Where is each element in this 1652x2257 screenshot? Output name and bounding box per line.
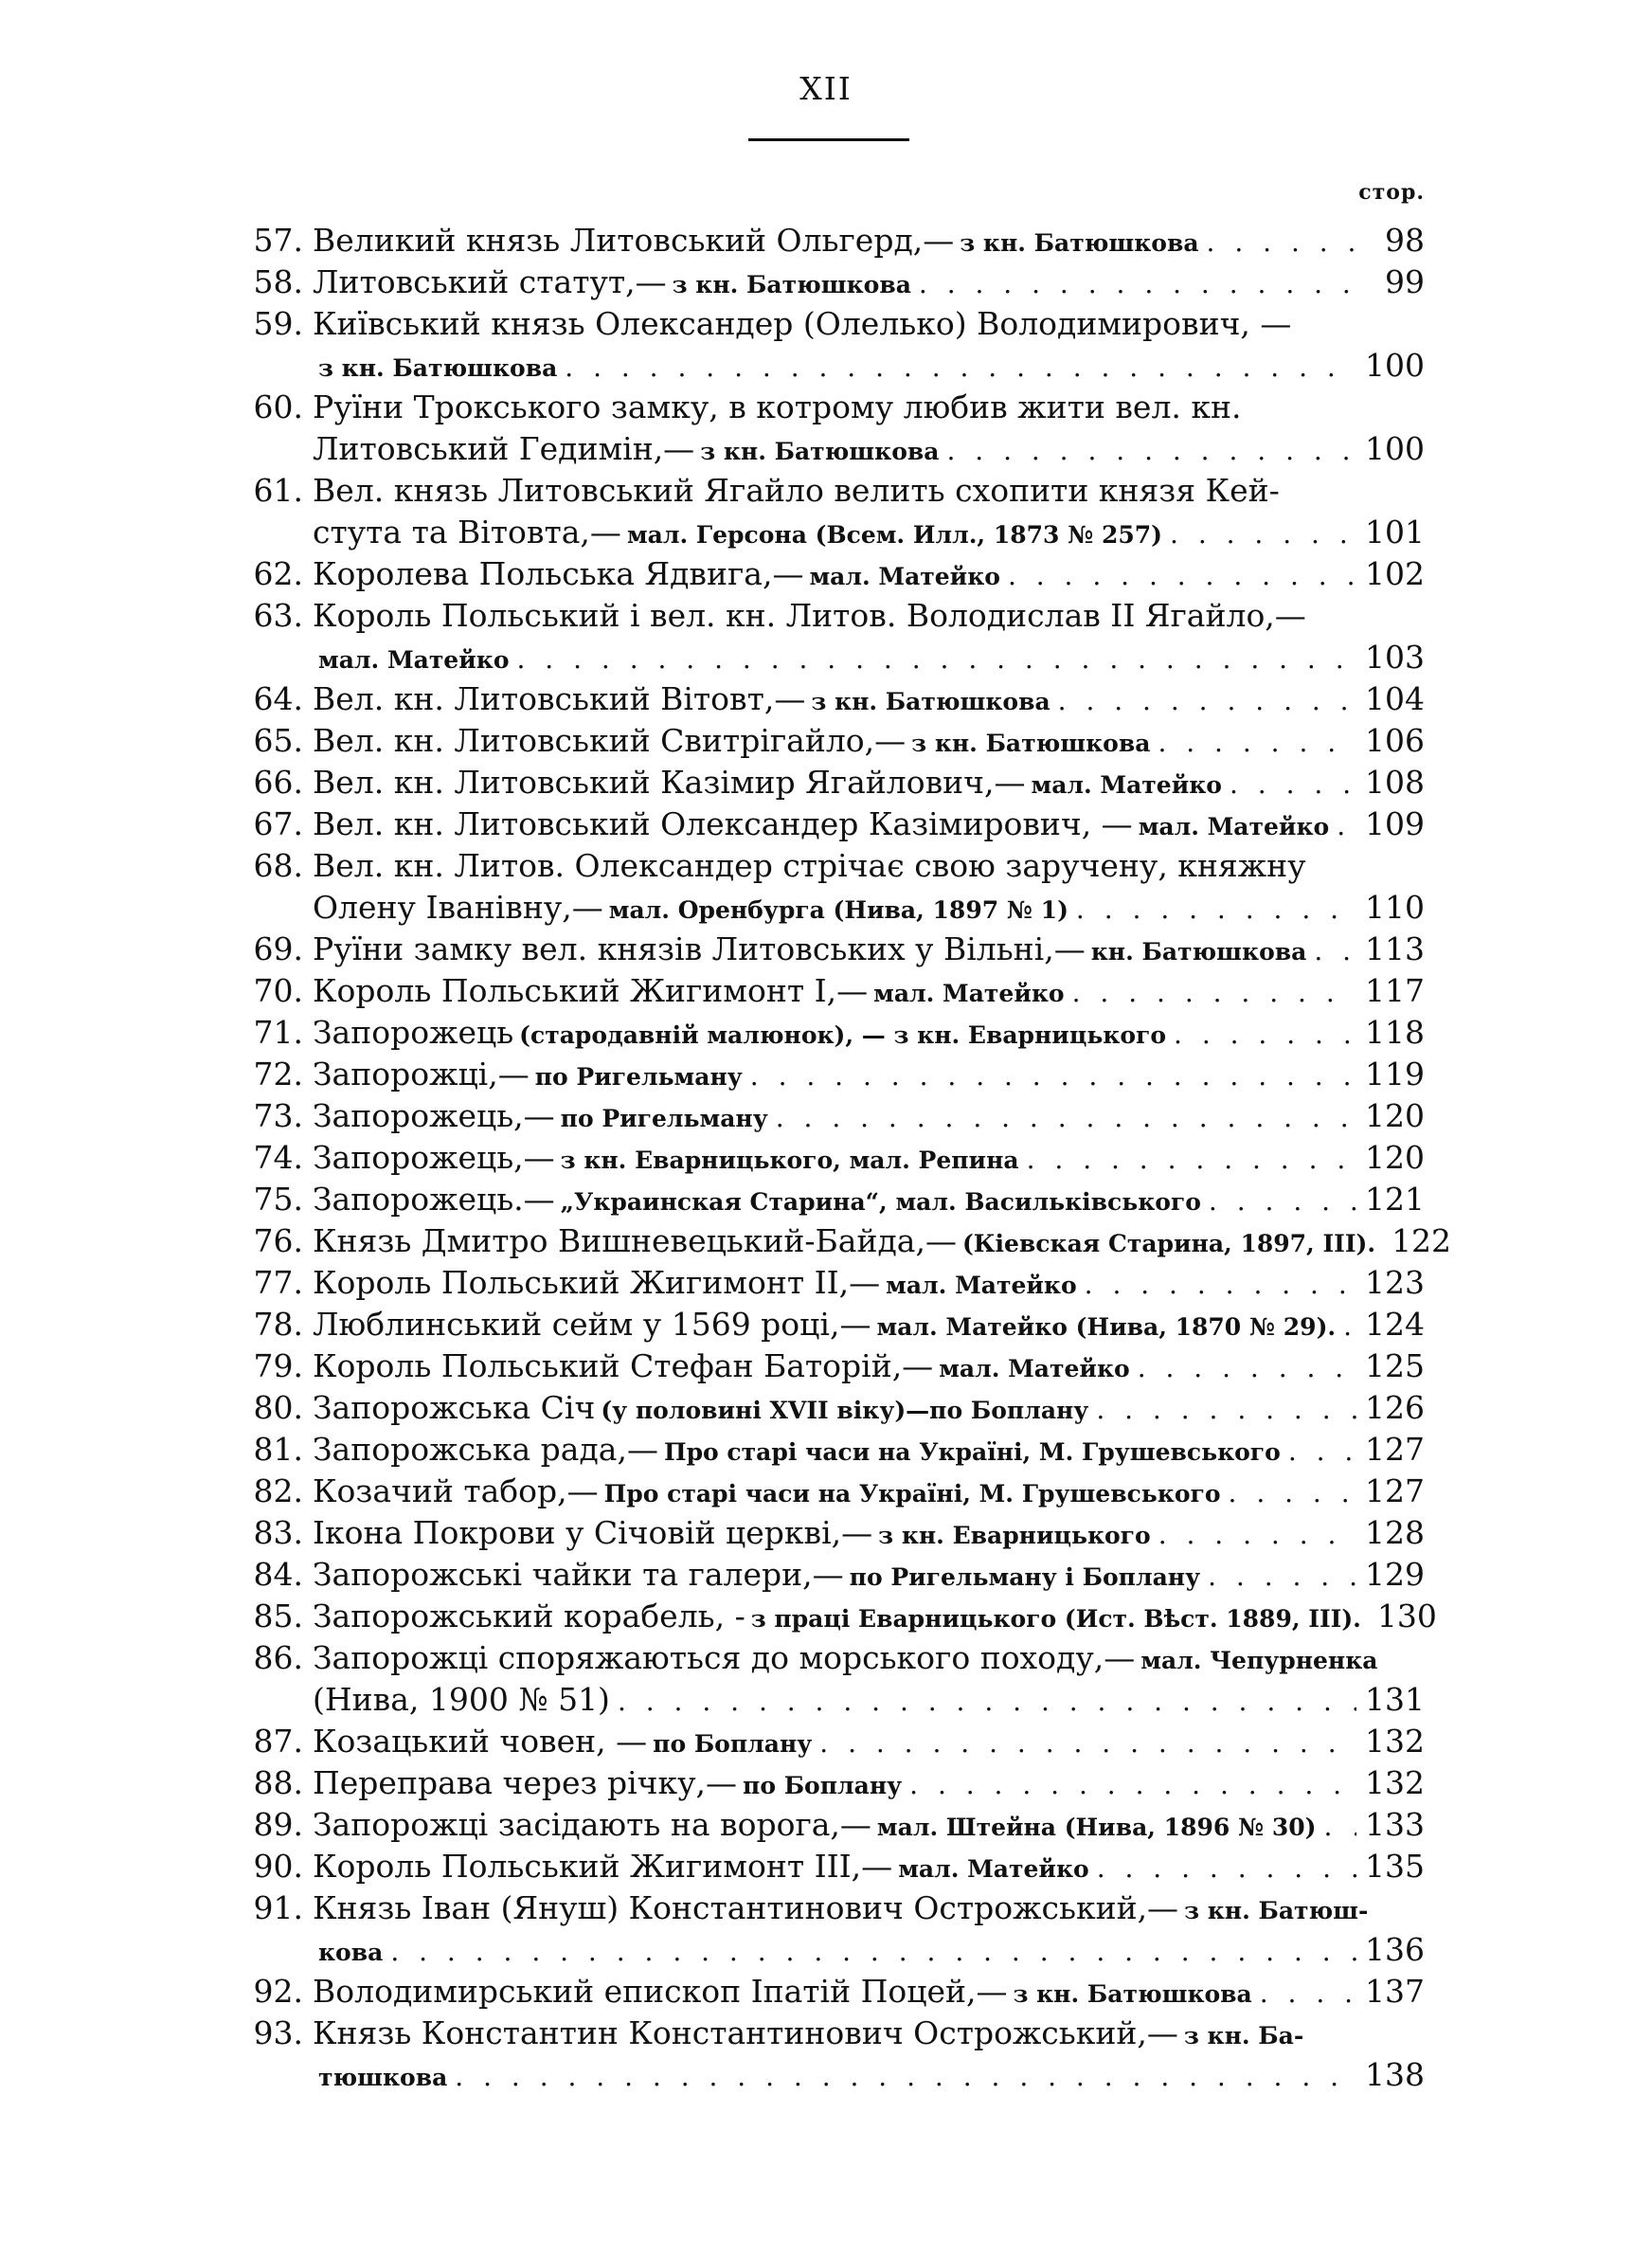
item-source: „Украинская Старина“, мал. Васильківського [560,1188,1201,1216]
item-number: 63. [253,597,303,634]
list-item [237,845,1425,929]
item-title: Люблинський сейм у 1569 році,— [313,1306,871,1343]
item-number: 75. [253,1181,303,1218]
item-source: з кн. Батюшкова [1013,1980,1252,2008]
dot-leader [1209,1181,1356,1222]
dot-leader [1085,1264,1356,1306]
dot-leader [1158,1514,1356,1556]
item-number: 71. [253,1014,303,1051]
list-item-line [237,1179,1425,1220]
item-source: мал. Матейко [886,1272,1077,1299]
item-source: по Ригельману [534,1063,743,1091]
item-number: 73. [253,1097,303,1134]
page-number: 132 [1365,1764,1425,1801]
list-item [237,262,1425,303]
list-item-line [237,1471,1425,1512]
item-title: Руїни замку вел. князів Литовських у Вільні,— [313,930,1086,967]
folio-rule [748,138,909,141]
page-number: 127 [1365,1472,1425,1509]
page-number: 137 [1365,1973,1425,2010]
item-source: Про старі часи на Україні, М. Грушевського [663,1438,1281,1466]
list-item-line [237,512,1425,553]
list-item [237,970,1425,1012]
item-number: 70. [253,972,303,1009]
list-item-line [237,1721,1425,1762]
list-item [237,303,1425,387]
dot-leader [776,1097,1356,1139]
item-source: (стародавній малюнок), — з кн. Еварницького [519,1021,1167,1049]
item-source: по Ригельману і Боплану [849,1563,1201,1591]
list-item [237,1095,1425,1137]
page-number: 119 [1365,1056,1425,1092]
list-item-line [237,678,1425,720]
dot-leader [1076,889,1356,930]
dot-leader [946,430,1356,472]
list-item [237,1554,1425,1596]
item-title: Запорожець [313,1014,514,1051]
page-number: 103 [1365,639,1425,676]
list-item-line [237,1596,1437,1637]
item-number: 76. [253,1222,303,1259]
page-number: 101 [1365,514,1425,551]
list-item [237,595,1425,678]
item-number: 92. [253,1973,303,2010]
item-source: кн. Батюшкова [1090,938,1307,966]
item-title: Київський князь Олександер (Олелько) Володимирович, — [313,305,1292,342]
page-number: 100 [1365,430,1425,467]
page-number: 138 [1365,2056,1425,2093]
list-item [237,1179,1425,1220]
list-item-line [237,1679,1425,1721]
item-source: з кн. Батюшкова [672,271,911,298]
dot-leader [1170,514,1356,555]
item-source: (Кіевская Старина, 1897, III). [961,1230,1376,1257]
list-item-line [237,1262,1425,1304]
item-title: стута та Вітовта,— [313,514,621,551]
list-item-line [237,1012,1425,1054]
dot-leader [1260,1973,1356,2014]
dot-leader [1096,1389,1356,1431]
dot-leader [909,1764,1356,1806]
item-title: Королева Польська Ядвига,— [313,555,804,592]
list-item [237,1596,1437,1637]
dot-leader [455,2056,1356,2098]
list-item-line [237,1804,1425,1846]
item-title: Вел. кн. Литовський Олександер Казімирович, — [313,805,1133,842]
list-item [237,1971,1425,2013]
list-item [237,1429,1425,1471]
list-item [237,678,1425,720]
list-item-line [237,1387,1425,1429]
item-title: Король Польський Жигимонт II,— [313,1264,881,1301]
item-number: 60. [253,388,303,425]
item-title: Володимирський епископ Іпатій Поцей,— [313,1973,1008,2010]
list-item-line [237,1929,1425,1971]
list-item [237,387,1425,470]
dot-leader [517,639,1357,680]
item-source: з кн. Еварницького [878,1522,1151,1549]
item-source: мал. Матейко [1031,771,1222,799]
item-source: по Ригельману [560,1105,768,1132]
item-title: Запорожці,— [313,1056,530,1092]
list-item-line [237,970,1425,1012]
page-number: 135 [1365,1848,1425,1885]
page-number: 129 [1365,1556,1425,1593]
page-number: 136 [1365,1931,1425,1968]
list-item-line [237,595,1425,637]
item-source: з кн. Батюшкова [911,730,1151,757]
item-title: Козачий табор,— [313,1472,599,1509]
item-source: з кн. Батюшкова [318,354,558,382]
list-item-line [237,1054,1425,1095]
page-column-heading: стор. [1358,180,1425,205]
item-source: мал. Чепурненка [1140,1647,1378,1674]
page-number: 109 [1365,805,1425,842]
list-item [237,1804,1425,1846]
item-title: Запорожська рада,— [313,1431,658,1468]
item-source: з кн. Батюшкова [811,688,1050,715]
dot-leader [390,1931,1356,1973]
list-item [237,1721,1425,1762]
item-title: Запорожці засідають на ворога,— [313,1806,871,1843]
dot-leader [1230,764,1356,805]
page-number: 122 [1392,1222,1452,1259]
page-number: 102 [1365,555,1425,592]
item-source: з кн. Еварницького, мал. Репина [560,1147,1019,1174]
dot-leader [1008,555,1356,597]
item-title: (Нива, 1900 № 51) [313,1681,610,1718]
item-number: 85. [253,1598,303,1634]
page-number: 106 [1365,722,1425,759]
item-title: Великий князь Литовський Ольгерд,— [313,222,955,259]
item-number: 90. [253,1848,303,1885]
list-item-line [237,2013,1425,2054]
item-number: 64. [253,680,303,717]
page-number: 113 [1365,930,1425,967]
item-title: Козацький човен, — [313,1723,648,1760]
list-item-line [237,887,1425,929]
list-item [237,1387,1425,1429]
page-number: 126 [1365,1389,1425,1426]
list-item-line [237,1887,1425,1929]
dot-leader [1138,1347,1356,1389]
item-number: 69. [253,930,303,967]
item-title: Князь Дмитро Вишневецький-Байда,— [313,1222,957,1259]
list-item [237,1637,1425,1721]
item-title: Олену Іванівну,— [313,889,603,926]
item-title: Литовський Гедимін,— [313,430,695,467]
dot-leader [919,263,1356,305]
item-title: Король Польський і вел. кн. Литов. Володислав II Ягайло,— [313,597,1306,634]
list-item-line [237,2054,1425,2096]
list-item [237,1137,1425,1179]
list-item-line [237,1637,1425,1679]
item-number: 89. [253,1806,303,1843]
item-number: 87. [253,1723,303,1760]
list-item-line [237,1846,1425,1887]
page-number: 121 [1365,1181,1425,1218]
list-item-line [237,1512,1425,1554]
page-number: 125 [1365,1347,1425,1384]
page-number: 127 [1365,1431,1425,1468]
list-item [237,1345,1425,1387]
page-number: 100 [1365,347,1425,384]
item-number: 79. [253,1347,303,1384]
page-number: 110 [1365,889,1425,926]
page-number: 132 [1365,1723,1425,1760]
item-source: мал. Матейко [898,1855,1089,1883]
item-number: 86. [253,1639,303,1676]
page-folio: XII [799,70,853,107]
item-number: 62. [253,555,303,592]
list-item [237,1304,1425,1345]
list-item-line [237,1137,1425,1179]
dot-leader [1174,1014,1356,1056]
item-number: 77. [253,1264,303,1301]
item-number: 78. [253,1306,303,1343]
dot-leader [1337,805,1356,847]
item-title: Князь Константин Константинович Острожський,— [313,2014,1178,2051]
item-title: Король Польський Стефан Баторій,— [313,1347,934,1384]
item-number: 68. [253,847,303,884]
list-item [237,2013,1425,2096]
list-item-line [237,845,1425,887]
item-title: Литовський статут,— [313,263,667,300]
list-item-line [237,1304,1425,1345]
list-item-line [237,1095,1425,1137]
list-item [237,1054,1425,1095]
item-number: 80. [253,1389,303,1426]
item-title: Вел. кн. Литовський Свитрігайло,— [313,722,907,759]
list-item [237,1012,1425,1054]
item-title: Запорожські чайки та галери,— [313,1556,844,1593]
list-item [237,1846,1425,1887]
item-source: мал. Штейна (Нива, 1896 № 30) [876,1814,1317,1841]
item-number: 93. [253,2014,303,2051]
item-title: Король Польський Жигимонт III,— [313,1848,893,1885]
list-item-line [237,553,1425,595]
item-source: кова [318,1939,384,1966]
item-title: Запорожець,— [313,1139,555,1176]
item-source: з кн. Ба- [1183,2022,1304,2049]
list-item-line [237,345,1425,387]
list-item-line [237,1345,1425,1387]
page-number: 128 [1365,1514,1425,1551]
list-item [237,720,1425,762]
dot-leader [1288,1431,1356,1472]
page-number: 120 [1365,1097,1425,1134]
list-item [237,803,1425,845]
item-title: Король Польський Жигимонт I,— [313,972,869,1009]
page-number: 131 [1365,1681,1425,1718]
list-item-line [237,1554,1425,1596]
item-title: Переправа через річку,— [313,1764,738,1801]
page-number: 99 [1385,263,1425,300]
list-item-line [237,220,1425,262]
page-number: 118 [1365,1014,1425,1051]
item-title: Запорожець,— [313,1097,555,1134]
dot-leader [1229,1472,1356,1514]
list-item-line [237,470,1425,512]
item-source: мал. Матейко [809,563,1000,590]
list-item-line [237,262,1425,303]
dot-leader [1208,1556,1356,1598]
item-source: мал. Герсона (Всем. Илл., 1873 № 257) [626,521,1163,549]
list-item-line [237,803,1425,845]
dot-leader [1314,930,1356,972]
dot-leader [1097,1848,1356,1889]
list-item-line [237,637,1425,678]
item-number: 65. [253,722,303,759]
page-number: 108 [1365,764,1425,801]
item-source: з кн. Батюшкова [960,229,1199,257]
list-item-line [237,1220,1452,1262]
list-item-line [237,720,1425,762]
list-item-line [237,428,1425,470]
list-item [237,762,1425,803]
item-title: Запорожська Січ [313,1389,596,1426]
item-number: 57. [253,222,303,259]
item-title: Вел. кн. Литовський Казімир Ягайлович,— [313,764,1026,801]
list-item [237,1512,1425,1554]
item-number: 74. [253,1139,303,1176]
item-number: 88. [253,1764,303,1801]
page-number: 117 [1365,972,1425,1009]
item-title: Вел. кн. Литов. Олександер стрічає свою заручену, княжну [313,847,1306,884]
item-source: мал. Матейко [939,1355,1130,1382]
list-item-line [237,929,1425,970]
list-item [237,1887,1425,1971]
item-source: тюшкова [318,2064,448,2091]
dot-leader [1027,1139,1356,1181]
dot-leader [1343,1306,1356,1347]
item-title: Ікона Покрови у Січовій церкві,— [313,1514,873,1551]
item-source: мал. Оренбурга (Нива, 1897 № 1) [608,896,1068,924]
list-item [237,470,1425,553]
dot-leader [1158,722,1356,764]
list-item [237,1220,1452,1262]
page-number: 133 [1365,1806,1425,1843]
item-source: мал. Матейко [873,980,1065,1007]
list-item [237,1262,1425,1304]
item-source: мал. Матейко [318,646,510,674]
page-number: 98 [1385,222,1425,259]
item-number: 91. [253,1889,303,1926]
item-title: Вел. князь Литовський Ягайло велить схопити князя Кей- [313,472,1280,509]
item-source: з праці Еварницького (Ист. Вѣст. 1889, III). [750,1605,1361,1633]
list-item-line [237,1971,1425,2013]
item-title: Запорожський корабель, - [313,1598,745,1634]
dot-leader [750,1056,1356,1097]
dot-leader [819,1723,1356,1764]
page-number: 123 [1365,1264,1425,1301]
list-item [237,1762,1425,1804]
item-title: Запорожці споряжаються до морського походу,— [313,1639,1136,1676]
item-number: 83. [253,1514,303,1551]
item-title: Руїни Трокського замку, в котрому любив жити вел. кн. [313,388,1242,425]
item-title: Вел. кн. Литовський Вітовт,— [313,680,806,717]
list-item-line [237,1429,1425,1471]
list-item [237,553,1425,595]
list-item-line [237,1762,1425,1804]
item-number: 67. [253,805,303,842]
dot-leader [1323,1806,1356,1848]
list-item-line [237,303,1425,345]
item-source: мал. Матейко (Нива, 1870 № 29). [876,1313,1337,1341]
item-number: 59. [253,305,303,342]
item-source: з кн. Батюш- [1184,1897,1369,1924]
item-number: 66. [253,764,303,801]
item-source: з кн. Батюшкова [700,438,940,465]
dot-leader [1058,680,1356,722]
item-source: Про старі часи на Україні, М. Грушевського [603,1480,1221,1508]
dot-leader [1072,972,1356,1014]
list-item [237,929,1425,970]
illustrations-list [237,220,1452,2096]
item-number: 72. [253,1056,303,1092]
dot-leader [565,347,1356,388]
page-number: 104 [1365,680,1425,717]
list-item-line [237,762,1425,803]
list-item-line [237,387,1425,428]
item-number: 82. [253,1472,303,1509]
item-number: 84. [253,1556,303,1593]
page-number: 120 [1365,1139,1425,1176]
item-source: (у половині XVII віку)—по Боплану [601,1397,1089,1424]
item-source: по Боплану [743,1772,903,1799]
item-title: Князь Іван (Януш) Константинович Острожський,— [313,1889,1179,1926]
item-source: по Боплану [653,1730,813,1758]
item-number: 58. [253,263,303,300]
list-item [237,1471,1425,1512]
item-number: 61. [253,472,303,509]
item-number: 81. [253,1431,303,1468]
page-number: 130 [1376,1598,1437,1634]
page-number: 124 [1365,1306,1425,1343]
dot-leader [1207,222,1356,263]
item-source: мал. Матейко [1138,813,1330,840]
item-title: Запорожець.— [313,1181,555,1218]
list-item [237,220,1425,262]
dot-leader [618,1681,1356,1723]
